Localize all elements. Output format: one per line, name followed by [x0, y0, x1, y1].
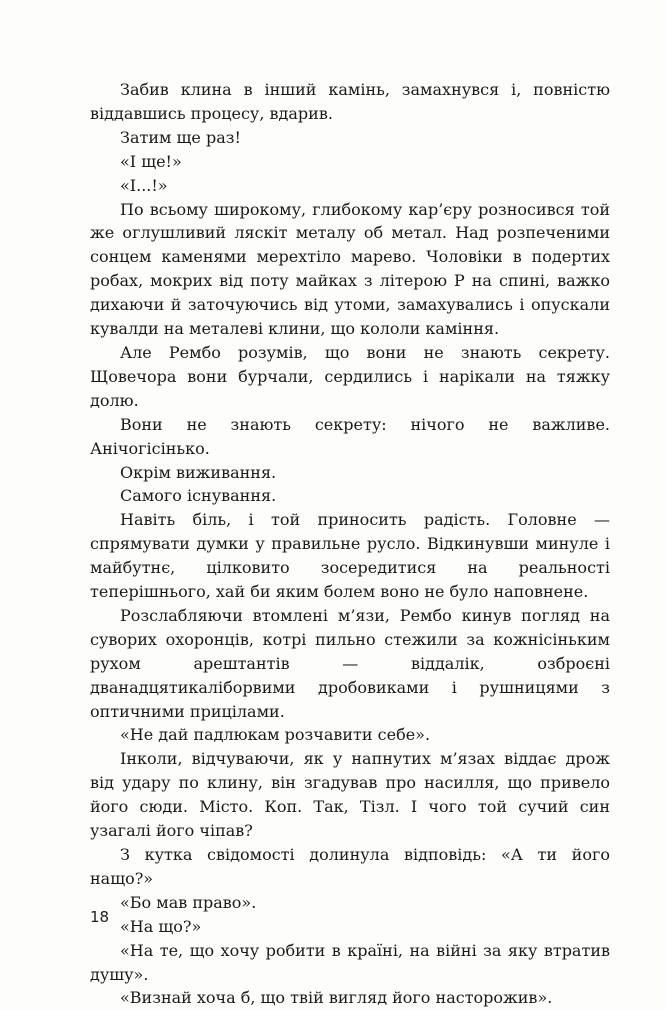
- book-page-text: [90, 78, 610, 1010]
- paragraph: Самого існування.: [120, 486, 277, 506]
- paragraph: «Бо мав право».: [120, 892, 257, 912]
- paragraph: Затим ще раз!: [120, 127, 241, 147]
- page-number: 18: [90, 908, 110, 926]
- paragraph: Розслабляючи втомлені м’язи, Рембо кинув погляд на суворих охоронців, котрі пильно стежили за кожнісіньким рухом арештантів — віддалік, озброєні дванадцятикаліборвими дробовиками і рушницями з оптичними прицілами.: [90, 605, 610, 721]
- paragraph: «На те, що хочу робити в країні, на війні за яку втратив душу».: [90, 940, 610, 984]
- paragraph: «На що?»: [120, 916, 202, 936]
- paragraph: Вони не знають секрету: нічого не важливе. Анічогісінько.: [90, 414, 610, 458]
- paragraph: Забив клина в інший камінь, замахнувся і, повністю віддавшись процесу, вдарив.: [90, 80, 610, 123]
- paragraph: Але Рембо розумів, що вони не знають секрету. Щовечора вони бурчали, сердились і нарікали на тяжку долю.: [90, 342, 610, 410]
- paragraph: З кутка свідомості долинула відповідь: «А ти його нащо?»: [90, 845, 610, 888]
- paragraph: «І...!»: [120, 175, 168, 195]
- paragraph: «Не дай падлюкам розчавити себе».: [120, 725, 431, 745]
- paragraph: Окрім виживання.: [120, 462, 277, 482]
- paragraph: Інколи, відчуваючи, як у напнутих м’язах віддає дрож від удару по клину, він згадував про насилля, що привело його сюди. Місто. Коп. Так, Тізл. І чого той сучий син узагалі його чіпав?: [90, 749, 610, 841]
- paragraph: Навіть біль, і той приносить радість. Головне — спрямувати думки у правильне русло. Відкинувши минуле і майбутнє, цілковито зосередитися на реальності теперішнього, хай би яким болем воно не було наповнене.: [90, 510, 610, 602]
- paragraph: «Визнай хоча б, що твій вигляд його насторожив».: [120, 988, 553, 1008]
- paragraph: «І ще!»: [120, 151, 182, 171]
- paragraph: По всьому широкому, глибокому кар’єру розносився той же оглушливий ляскіт металу об метал. Над розпеченими сонцем каменями мерехтіло марево. Чоловіки в подертих робах, мокрих від поту майках з літерою Р на спині, важко дихаючи й заточуючись від утоми, замахувались і опускали кувалди на металеві клини, що кололи каміння.: [90, 199, 610, 339]
